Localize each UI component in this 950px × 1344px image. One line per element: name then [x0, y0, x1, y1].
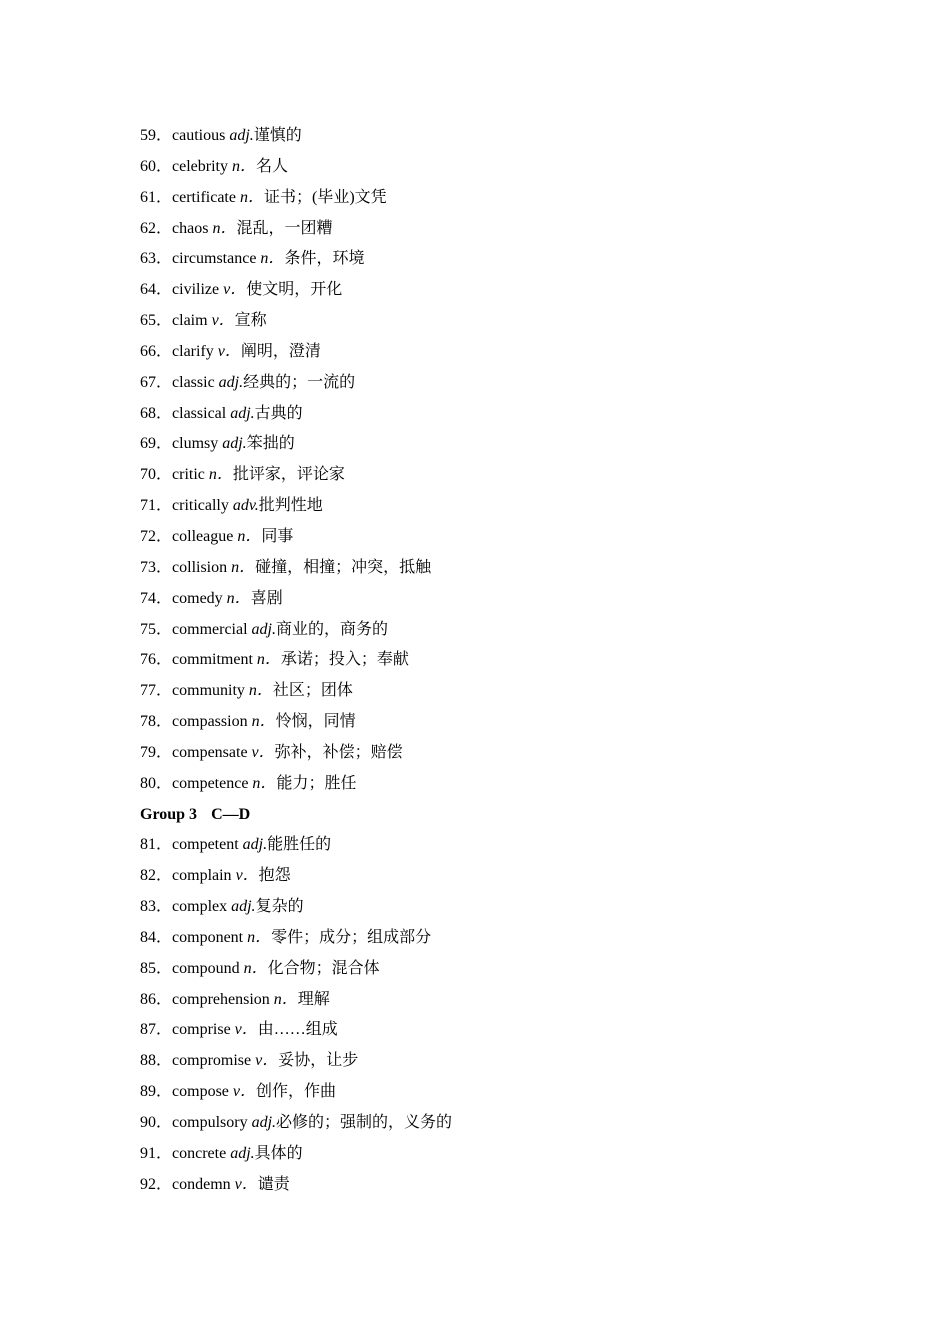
entry-part-of-speech: adj. — [230, 404, 255, 422]
vocab-entry — [140, 399, 840, 430]
entry-word: community — [172, 682, 245, 700]
entry-part-of-speech: n． — [273, 990, 298, 1008]
entry-number: 63． — [140, 250, 173, 268]
entry-number: 80． — [140, 774, 173, 792]
vocab-entry — [140, 861, 840, 892]
vocab-entry — [140, 152, 840, 183]
entry-part-of-speech: v． — [251, 743, 275, 761]
vocab-entry — [140, 892, 840, 923]
entry-word: condemn — [172, 1175, 231, 1193]
entry-part-of-speech: n． — [248, 682, 273, 700]
vocab-entry — [140, 460, 840, 491]
vocab-entry — [140, 368, 840, 399]
entry-number: 82． — [140, 867, 173, 885]
group-heading — [140, 800, 840, 831]
entry-word: component — [172, 928, 244, 946]
entry-meaning: 同事 — [261, 527, 294, 545]
vocab-entry — [140, 985, 840, 1016]
entry-meaning: 喜剧 — [250, 589, 283, 607]
entry-number: 87． — [140, 1021, 173, 1039]
entry-meaning: 经典的；一流的 — [243, 373, 356, 391]
entry-word: competent — [172, 836, 239, 854]
vocab-entry — [140, 584, 840, 615]
vocab-entry — [140, 830, 840, 861]
group-heading-label: Group 3 — [140, 805, 198, 823]
entry-part-of-speech: adj. — [222, 435, 247, 453]
vocab-entry — [140, 522, 840, 553]
entry-part-of-speech: n． — [208, 466, 233, 484]
entry-number: 91． — [140, 1144, 173, 1162]
entry-meaning: 抱怨 — [258, 867, 291, 885]
entry-number: 84． — [140, 928, 173, 946]
entry-word: compound — [172, 959, 240, 977]
vocab-entry — [140, 337, 840, 368]
entry-number: 77． — [140, 682, 173, 700]
entry-meaning: 妥协，让步 — [278, 1052, 359, 1070]
entry-part-of-speech: v． — [234, 1021, 258, 1039]
entry-meaning: 理解 — [297, 990, 330, 1008]
vocab-entry — [140, 1015, 840, 1046]
entry-part-of-speech: adj. — [229, 127, 254, 144]
entry-meaning: 化合物；混合体 — [267, 959, 380, 977]
entry-part-of-speech: v． — [217, 342, 241, 360]
vocab-entry — [140, 1046, 840, 1077]
vocab-entry — [140, 183, 840, 214]
entry-part-of-speech: adv. — [232, 497, 259, 515]
entry-meaning: 必修的；强制的，义务的 — [276, 1114, 453, 1131]
entry-number: 92． — [140, 1175, 173, 1193]
entry-number: 65． — [140, 312, 173, 330]
entry-meaning: 使文明，开化 — [246, 281, 343, 299]
entry-part-of-speech: n． — [256, 651, 281, 669]
entry-word: certificate — [172, 188, 236, 206]
entry-word: classic — [172, 373, 215, 391]
entry-part-of-speech: adj. — [230, 1144, 255, 1162]
entry-number: 75． — [140, 620, 173, 638]
entry-number: 61． — [140, 188, 173, 206]
entry-part-of-speech: n． — [247, 928, 272, 946]
vocab-entry — [140, 121, 840, 152]
entry-word: comedy — [172, 589, 223, 607]
entry-meaning: 由……组成 — [257, 1021, 338, 1039]
entry-part-of-speech: n． — [226, 589, 251, 607]
entry-number: 86． — [140, 990, 173, 1008]
group-heading-range: C—D — [211, 805, 251, 823]
entry-word: compulsory — [172, 1114, 248, 1131]
vocab-entry — [140, 615, 840, 646]
entry-part-of-speech: v． — [211, 312, 235, 330]
entry-number: 85． — [140, 959, 173, 977]
vocab-entry — [140, 707, 840, 738]
entry-word: critic — [172, 466, 205, 484]
entry-number: 81． — [140, 836, 173, 854]
entry-meaning: 承诺；投入；奉献 — [280, 651, 409, 669]
entry-word: compose — [172, 1083, 229, 1101]
entry-meaning: 古典的 — [254, 404, 303, 422]
entry-part-of-speech: n． — [251, 713, 276, 731]
vocabulary-group-c — [140, 121, 840, 800]
vocab-entry — [140, 491, 840, 522]
entry-word: collision — [172, 558, 228, 576]
vocab-entry — [140, 275, 840, 306]
vocab-entry — [140, 676, 840, 707]
entry-meaning: 证书；(毕业)文凭 — [263, 188, 387, 206]
entry-meaning: 批判性地 — [258, 497, 323, 515]
entry-word: compensate — [172, 743, 248, 761]
entry-part-of-speech: adj. — [251, 620, 276, 638]
entry-word: commercial — [172, 620, 248, 638]
vocab-entry — [140, 954, 840, 985]
vocab-entry — [140, 1139, 840, 1170]
entry-meaning: 阐明，澄清 — [240, 342, 321, 360]
entry-part-of-speech: v． — [255, 1052, 279, 1070]
entry-number: 88． — [140, 1052, 173, 1070]
entry-meaning: 批评家，评论家 — [232, 466, 345, 484]
entry-word: chaos — [172, 219, 209, 237]
entry-meaning: 名人 — [256, 157, 289, 175]
entry-part-of-speech: adj. — [231, 898, 256, 916]
entry-number: 74． — [140, 589, 173, 607]
entry-number: 70． — [140, 466, 173, 484]
entry-number: 78． — [140, 713, 173, 731]
entry-part-of-speech: adj. — [218, 373, 244, 391]
entry-part-of-speech: n． — [237, 527, 262, 545]
vocab-entry — [140, 306, 840, 337]
entry-number: 90． — [140, 1114, 173, 1131]
entry-part-of-speech: adj. — [242, 836, 268, 854]
entry-word: colleague — [172, 527, 234, 545]
entry-meaning: 能力；胜任 — [276, 774, 357, 792]
entry-part-of-speech: n． — [239, 188, 264, 206]
entry-meaning: 碰撞，相撞；冲突，抵触 — [255, 558, 432, 576]
entry-number: 62． — [140, 219, 173, 237]
entry-meaning: 创作，作曲 — [256, 1083, 337, 1101]
entry-word: comprise — [172, 1021, 231, 1039]
entry-number: 73． — [140, 558, 173, 576]
entry-meaning: 宣称 — [234, 312, 267, 330]
entry-meaning: 怜悯，同情 — [275, 713, 356, 731]
entry-word: critically — [172, 497, 229, 515]
vocab-entry — [140, 769, 840, 800]
entry-word: classical — [172, 404, 227, 422]
entry-part-of-speech: n． — [252, 774, 277, 792]
entry-word: cautious — [172, 127, 226, 144]
entry-part-of-speech: adj. — [251, 1114, 277, 1131]
entry-number: 72． — [140, 527, 173, 545]
vocabulary-group-c-d — [140, 830, 840, 1200]
entry-word: commitment — [172, 651, 253, 669]
entry-number: 69． — [140, 435, 173, 453]
vocab-entry — [140, 923, 840, 954]
vocab-entry — [140, 553, 840, 584]
entry-part-of-speech: v． — [235, 867, 259, 885]
entry-word: compromise — [172, 1052, 252, 1070]
entry-part-of-speech: n． — [243, 959, 268, 977]
entry-word: concrete — [172, 1144, 227, 1162]
entry-word: circumstance — [172, 250, 257, 268]
entry-number: 83． — [140, 898, 173, 916]
entry-meaning: 复杂的 — [255, 898, 304, 916]
entry-word: compassion — [172, 713, 248, 731]
entry-number: 71． — [140, 497, 173, 515]
entry-meaning: 能胜任的 — [267, 836, 332, 854]
entry-meaning: 条件，环境 — [284, 250, 365, 268]
entry-part-of-speech: v． — [223, 281, 247, 299]
entry-number: 66． — [140, 342, 173, 360]
entry-meaning: 谴责 — [257, 1175, 290, 1193]
entry-part-of-speech: n． — [212, 219, 237, 237]
vocab-entry — [140, 214, 840, 245]
entry-part-of-speech: n． — [260, 250, 285, 268]
entry-meaning: 社区；团体 — [272, 682, 353, 700]
entry-word: clumsy — [172, 435, 219, 453]
entry-number: 59． — [140, 127, 173, 144]
entry-word: competence — [172, 774, 249, 792]
entry-meaning: 混乱，一团糟 — [236, 219, 333, 237]
entry-meaning: 笨拙的 — [246, 435, 295, 453]
entry-meaning: 谨慎的 — [253, 127, 302, 144]
entry-meaning: 零件；成分；组成部分 — [271, 928, 432, 946]
entry-part-of-speech: v． — [232, 1083, 256, 1101]
entry-number: 76． — [140, 651, 173, 669]
vocab-entry — [140, 1108, 840, 1139]
vocab-entry — [140, 1077, 840, 1108]
vocab-entry — [140, 738, 840, 769]
entry-number: 79． — [140, 743, 173, 761]
vocabulary-list — [140, 121, 840, 1201]
entry-meaning: 具体的 — [254, 1144, 303, 1162]
vocab-entry — [140, 429, 840, 460]
entry-number: 60． — [140, 157, 173, 175]
entry-meaning: 商业的，商务的 — [275, 620, 388, 638]
entry-part-of-speech: n． — [231, 157, 256, 175]
entry-word: complain — [172, 867, 232, 885]
vocab-entry — [140, 1170, 840, 1201]
entry-word: clarify — [172, 342, 214, 360]
entry-number: 67． — [140, 373, 173, 391]
entry-word: civilize — [172, 281, 220, 299]
entry-number: 89． — [140, 1083, 173, 1101]
entry-number: 68． — [140, 404, 173, 422]
vocab-entry — [140, 244, 840, 275]
entry-part-of-speech: v． — [234, 1175, 258, 1193]
entry-number: 64． — [140, 281, 173, 299]
entry-word: celebrity — [172, 157, 228, 175]
vocab-entry — [140, 645, 840, 676]
entry-part-of-speech: n． — [231, 558, 256, 576]
entry-word: claim — [172, 312, 208, 330]
entry-meaning: 弥补，补偿；赔偿 — [274, 743, 403, 761]
entry-word: comprehension — [172, 990, 270, 1008]
entry-word: complex — [172, 898, 228, 916]
